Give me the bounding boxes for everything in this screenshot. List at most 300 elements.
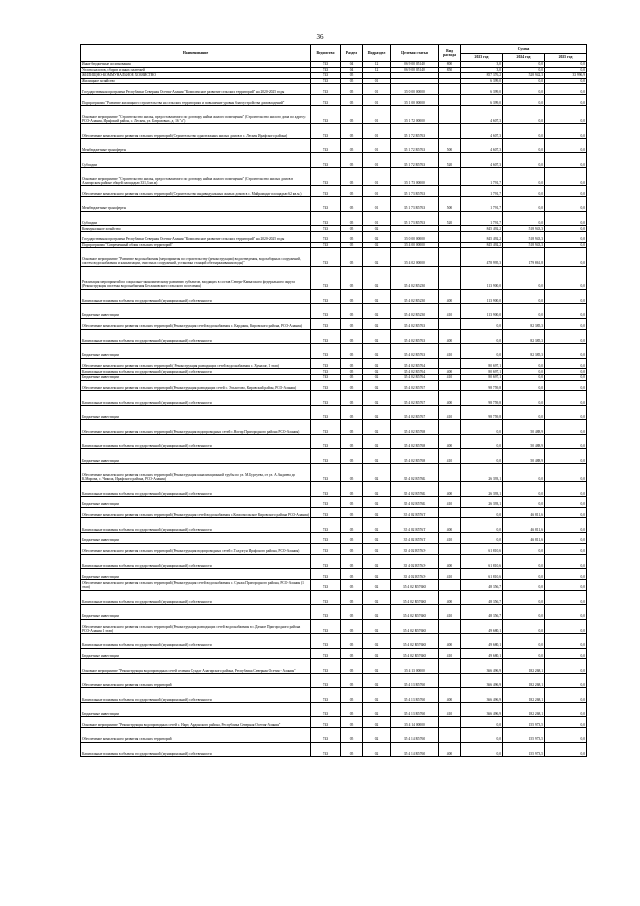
row-expense-type: 410 xyxy=(439,449,461,464)
row-razdel: 05 xyxy=(341,543,363,554)
row-sum-2023: 6 399,0 xyxy=(461,84,503,95)
row-name: Обеспечение комплексного развития сельских территорий ( Реконструкция разводящих сетей водоснабжения с. Хумалаг, 1 этап) xyxy=(81,358,311,369)
row-vedomstvo: 743 xyxy=(311,518,341,533)
row-sum-2024: 0,0 xyxy=(503,463,545,482)
table-row xyxy=(81,211,587,226)
row-razdel: 05 xyxy=(341,186,363,197)
header-podrazdel: Подраздел xyxy=(363,45,391,62)
row-sum-2024: 0,0 xyxy=(503,569,545,580)
row-sum-2024: 155 973,5 xyxy=(503,717,545,728)
row-razdel: 05 xyxy=(341,507,363,518)
row-name: Капитальные вложения в объекты государственной (муниципальной) собственности xyxy=(81,329,311,344)
row-podrazdel: 02 xyxy=(363,248,391,267)
row-vedomstvo: 743 xyxy=(311,543,341,554)
row-podrazdel: 12 xyxy=(363,62,391,68)
row-vedomstvo: 743 xyxy=(311,554,341,569)
row-sum-2024: 0,0 xyxy=(503,380,545,391)
row-podrazdel: 01 xyxy=(363,95,391,106)
row-expense-type: 400 xyxy=(439,554,461,569)
row-target-article: 35 4 02 R5764 xyxy=(391,358,439,369)
row-expense-type: 800 xyxy=(439,62,461,68)
row-vedomstvo: 743 xyxy=(311,329,341,344)
row-podrazdel: 02 xyxy=(363,605,391,620)
row-expense-type xyxy=(439,105,461,124)
row-name: Иные бюджетные ассигнования xyxy=(81,62,311,68)
row-vedomstvo: 743 xyxy=(311,266,341,289)
row-expense-type xyxy=(439,380,461,391)
row-podrazdel: 01 xyxy=(363,153,391,168)
row-razdel: 05 xyxy=(341,532,363,543)
row-sum-2025: 0,0 xyxy=(545,231,587,242)
row-expense-type xyxy=(439,728,461,743)
row-name: Обеспечение комплексного развития сельских территорий (Реконструкция сетей водоснабжения с.Комсомольское Кировского района РСО-Алания) xyxy=(81,507,311,518)
row-target-article: 35 1 72 R5763 xyxy=(391,138,439,153)
row-razdel: 05 xyxy=(341,420,363,435)
row-vedomstvo: 743 xyxy=(311,231,341,242)
row-vedomstvo: 743 xyxy=(311,463,341,482)
row-razdel: 05 xyxy=(341,153,363,168)
row-name: Обеспечение комплексного развития сельских территорий (Реконструкция разводящих сетей водоснабжения в с.Дачное Пригородного района РСО-Алания 1 этап) xyxy=(81,619,311,634)
row-sum-2025: 0,0 xyxy=(545,84,587,95)
row-target-article: 06 9 00 05140 xyxy=(391,67,439,73)
row-target-article: 35 1 72 00000 xyxy=(391,105,439,124)
row-razdel: 05 xyxy=(341,344,363,359)
table-row xyxy=(81,289,587,304)
table-row xyxy=(81,405,587,420)
row-expense-type xyxy=(439,659,461,674)
row-razdel: 05 xyxy=(341,673,363,688)
row-target-article: 35 1 72 R5763 xyxy=(391,124,439,139)
row-target-article: 35 4 13 R5760 xyxy=(391,673,439,688)
row-name: Обеспечение комплексного развития сельских территорий (Реконструкция сетей водоснабжения с. Карджин, Кировского района, РСО-Алания) xyxy=(81,318,311,329)
row-sum-2023: 49 680,1 xyxy=(461,648,503,659)
row-podrazdel: 02 xyxy=(363,344,391,359)
row-sum-2023: 0,0 xyxy=(461,318,503,329)
row-vedomstvo: 743 xyxy=(311,590,341,605)
row-target-article: 35 4 02 R5764 xyxy=(391,369,439,375)
row-podrazdel: 02 xyxy=(363,717,391,728)
row-sum-2023: 1 791,7 xyxy=(461,186,503,197)
row-target-article: 35 4 02 00000 xyxy=(391,248,439,267)
row-sum-2025: 0,0 xyxy=(545,67,587,73)
row-sum-2023: 113 900,0 xyxy=(461,266,503,289)
row-sum-2024: 0,0 xyxy=(503,105,545,124)
row-name: Бюджетные инвестиции xyxy=(81,374,311,380)
row-name: Капитальные вложения в объекты государственной (муниципальной) собственности xyxy=(81,518,311,533)
row-vedomstvo: 743 xyxy=(311,482,341,497)
row-sum-2023: 845 492,2 xyxy=(461,242,503,248)
row-sum-2023: 4 607,3 xyxy=(461,153,503,168)
row-sum-2025: 0,0 xyxy=(545,211,587,226)
row-target-article: 35 4 02 R5767 xyxy=(391,405,439,420)
row-sum-2025: 0,0 xyxy=(545,543,587,554)
row-sum-2025: 0,0 xyxy=(545,659,587,674)
row-podrazdel: 02 xyxy=(363,579,391,590)
table-row xyxy=(81,197,587,212)
table-row xyxy=(81,648,587,659)
row-target-article: 35 4 02 R576Т xyxy=(391,507,439,518)
row-vedomstvo: 743 xyxy=(311,532,341,543)
row-name: Обеспечение комплексного развития сельских территорий (Реконструкция сетей водоснабжения с. Сунжа Пригородного района, РСО-Алания (1 этап) xyxy=(81,579,311,590)
row-sum-2024: 518 943,3 xyxy=(503,226,545,232)
table-row xyxy=(81,304,587,319)
row-podrazdel: 02 xyxy=(363,728,391,743)
row-vedomstvo: 743 xyxy=(311,78,341,84)
row-sum-2023: 366 496,9 xyxy=(461,702,503,717)
row-name: Капитальные вложения в объекты государственной (муниципальной) собственности xyxy=(81,688,311,703)
row-razdel: 05 xyxy=(341,226,363,232)
row-podrazdel: 02 xyxy=(363,518,391,533)
table-row xyxy=(81,496,587,507)
row-target-article: 35 4 14 00000 xyxy=(391,717,439,728)
row-sum-2023: 49 680,1 xyxy=(461,619,503,634)
row-podrazdel: 02 xyxy=(363,329,391,344)
row-name: Подпрограмма "Развитие жилищного строительства на сельских территориях и повышение уровня благоустройства домовладений" xyxy=(81,95,311,106)
row-target-article: 35 4 02 R5763 xyxy=(391,344,439,359)
row-podrazdel: 02 xyxy=(363,304,391,319)
budget-table xyxy=(80,44,587,757)
row-vedomstvo: 743 xyxy=(311,67,341,73)
row-razdel: 05 xyxy=(341,358,363,369)
row-expense-type xyxy=(439,579,461,590)
row-name: Бюджетные инвестиции xyxy=(81,405,311,420)
row-razdel: 05 xyxy=(341,648,363,659)
row-sum-2025: 0,0 xyxy=(545,105,587,124)
row-sum-2025: 0,0 xyxy=(545,248,587,267)
row-name: Капитальные вложения в объекты государственной (муниципальной) собственности xyxy=(81,369,311,375)
row-name: Бюджетные инвестиции xyxy=(81,532,311,543)
row-name: Обеспечение комплексного развития сельских территорий xyxy=(81,673,311,688)
row-sum-2025: 0,0 xyxy=(545,124,587,139)
row-vedomstvo: 743 xyxy=(311,242,341,248)
row-expense-type: 410 xyxy=(439,496,461,507)
table-row xyxy=(81,702,587,717)
row-podrazdel: 02 xyxy=(363,289,391,304)
table-row xyxy=(81,124,587,139)
row-razdel: 05 xyxy=(341,124,363,139)
row-target-article: 35 4 02 R5764 xyxy=(391,374,439,380)
row-sum-2025: 0,0 xyxy=(545,634,587,649)
row-sum-2025: 0,0 xyxy=(545,197,587,212)
row-razdel: 05 xyxy=(341,463,363,482)
row-razdel: 05 xyxy=(341,634,363,649)
row-sum-2023: 3,0 xyxy=(461,62,503,68)
row-vedomstvo: 743 xyxy=(311,304,341,319)
row-target-article: 35 4 02 R5763 xyxy=(391,318,439,329)
row-name: Капитальные вложения в объекты государственной (муниципальной) собственности xyxy=(81,391,311,406)
row-sum-2024: 155 973,5 xyxy=(503,728,545,743)
row-name: Капитальные вложения в объекты государственной (муниципальной) собственности xyxy=(81,634,311,649)
row-sum-2024: 0,0 xyxy=(503,304,545,319)
row-sum-2025: 0,0 xyxy=(545,619,587,634)
row-razdel: 05 xyxy=(341,742,363,757)
row-sum-2023: 478 995,3 xyxy=(461,248,503,267)
table-row xyxy=(81,507,587,518)
row-name: Капитальные вложения в объекты государственной (муниципальной) собственности xyxy=(81,434,311,449)
row-razdel: 05 xyxy=(341,242,363,248)
row-sum-2023: 1 791,7 xyxy=(461,197,503,212)
row-expense-type: 410 xyxy=(439,648,461,659)
row-podrazdel: 12 xyxy=(363,67,391,73)
row-vedomstvo: 743 xyxy=(311,197,341,212)
row-expense-type: 410 xyxy=(439,532,461,543)
row-sum-2024: 50 488,9 xyxy=(503,449,545,464)
table-row xyxy=(81,138,587,153)
row-podrazdel: 02 xyxy=(363,434,391,449)
row-target-article: 35 4 13 R5760 xyxy=(391,702,439,717)
row-sum-2025: 0,0 xyxy=(545,507,587,518)
row-name: Бюджетные инвестиции xyxy=(81,702,311,717)
row-sum-2025: 0,0 xyxy=(545,702,587,717)
row-sum-2024: 0,0 xyxy=(503,369,545,375)
row-podrazdel: 02 xyxy=(363,543,391,554)
row-razdel: 05 xyxy=(341,518,363,533)
row-vedomstvo: 743 xyxy=(311,153,341,168)
row-sum-2025: 0,0 xyxy=(545,226,587,232)
row-name: Бюджетные инвестиции xyxy=(81,648,311,659)
row-sum-2023: 49 680,1 xyxy=(461,634,503,649)
row-sum-2023: 26 393,1 xyxy=(461,463,503,482)
row-vedomstvo: 743 xyxy=(311,391,341,406)
row-name: Основное мероприятие "Строительство жилья, предоставляемого по договору найма жилого помещения" (Строительство жилого дома по адресу: РСО-Алания, Ирафский район, с. Лескен, ул. Батразовых, д. 16 "а") xyxy=(81,105,311,124)
row-vedomstvo: 743 xyxy=(311,673,341,688)
row-sum-2025: 0,0 xyxy=(545,496,587,507)
table-row xyxy=(81,318,587,329)
row-name: Капитальные вложения в объекты государственной (муниципальной) собственности xyxy=(81,289,311,304)
table-row xyxy=(81,569,587,580)
row-vedomstvo: 743 xyxy=(311,507,341,518)
row-sum-2024: 182 268,1 xyxy=(503,702,545,717)
row-podrazdel: 01 xyxy=(363,138,391,153)
row-podrazdel: 02 xyxy=(363,659,391,674)
row-sum-2024: 182 268,1 xyxy=(503,673,545,688)
row-vedomstvo: 743 xyxy=(311,124,341,139)
row-razdel: 05 xyxy=(341,619,363,634)
row-name: Уплата налогов, сборов и иных платежей xyxy=(81,67,311,73)
row-name: Субсидии xyxy=(81,211,311,226)
row-podrazdel: 01 xyxy=(363,186,391,197)
row-name: Обеспечение комплексного развития сельских территорий (Строительство одноэтажных жилых домов в с. Лескен Ирафского района) xyxy=(81,124,311,139)
table-row xyxy=(81,391,587,406)
row-razdel: 05 xyxy=(341,138,363,153)
row-podrazdel: 02 xyxy=(363,532,391,543)
row-sum-2023: 0,0 xyxy=(461,518,503,533)
row-razdel: 05 xyxy=(341,266,363,289)
table-row xyxy=(81,380,587,391)
row-podrazdel: 02 xyxy=(363,358,391,369)
row-sum-2024: 518 943,3 xyxy=(503,242,545,248)
row-razdel: 05 xyxy=(341,434,363,449)
row-expense-type: 400 xyxy=(439,590,461,605)
row-razdel: 05 xyxy=(341,248,363,267)
row-sum-2025: 0,0 xyxy=(545,374,587,380)
row-vedomstvo: 743 xyxy=(311,619,341,634)
table-row xyxy=(81,186,587,197)
row-name: Обеспечение комплексного развития сельских территорий (Реконструкция водопроводных сетей с.Ногир Пригородного района РСО-Алания) xyxy=(81,420,311,435)
row-sum-2023: 0,0 xyxy=(461,532,503,543)
row-razdel: 05 xyxy=(341,659,363,674)
table-row xyxy=(81,358,587,369)
row-target-article: 35 1 73 R5763 xyxy=(391,211,439,226)
row-expense-type: 520 xyxy=(439,153,461,168)
row-vedomstvo: 743 xyxy=(311,374,341,380)
row-sum-2024: 50 488,9 xyxy=(503,434,545,449)
row-podrazdel: 02 xyxy=(363,634,391,649)
row-name: Обеспечение комплексного развития сельских территорий (Строительство индивидуальных жилых домов в с. Майрамадаг площадью 62 кв.м.) xyxy=(81,186,311,197)
row-razdel: 05 xyxy=(341,717,363,728)
row-sum-2025: 0,0 xyxy=(545,304,587,319)
row-vedomstvo: 743 xyxy=(311,405,341,420)
row-sum-2023: 3,0 xyxy=(461,67,503,73)
row-podrazdel: 02 xyxy=(363,702,391,717)
row-sum-2023: 113 900,0 xyxy=(461,289,503,304)
row-podrazdel: 02 xyxy=(363,405,391,420)
row-target-article: 35 0 00 00000 xyxy=(391,84,439,95)
row-podrazdel: 02 xyxy=(363,449,391,464)
row-expense-type xyxy=(439,231,461,242)
row-sum-2023: 80 697,1 xyxy=(461,374,503,380)
row-sum-2023: 4 607,3 xyxy=(461,105,503,124)
row-expense-type: 400 xyxy=(439,289,461,304)
table-row xyxy=(81,634,587,649)
table-row xyxy=(81,329,587,344)
row-target-article: 35 4 02 R5763 xyxy=(391,329,439,344)
row-sum-2024: 46 811,6 xyxy=(503,532,545,543)
row-podrazdel: 02 xyxy=(363,231,391,242)
table-row xyxy=(81,153,587,168)
row-expense-type xyxy=(439,266,461,289)
row-vedomstvo: 743 xyxy=(311,211,341,226)
row-expense-type: 400 xyxy=(439,329,461,344)
row-podrazdel: 02 xyxy=(363,242,391,248)
row-sum-2023: 0,0 xyxy=(461,329,503,344)
row-target-article: 35 4 02 R576Б xyxy=(391,496,439,507)
row-expense-type xyxy=(439,95,461,106)
row-sum-2023: 0,0 xyxy=(461,507,503,518)
table-row xyxy=(81,231,587,242)
row-vedomstvo: 743 xyxy=(311,496,341,507)
row-vedomstvo: 743 xyxy=(311,717,341,728)
row-sum-2023: 98 759,8 xyxy=(461,380,503,391)
row-razdel: 05 xyxy=(341,496,363,507)
row-vedomstvo: 743 xyxy=(311,742,341,757)
row-vedomstvo: 743 xyxy=(311,62,341,68)
row-target-article: 35 4 02 R576Б xyxy=(391,463,439,482)
row-sum-2025: 0,0 xyxy=(545,242,587,248)
row-sum-2024: 0,0 xyxy=(503,124,545,139)
row-podrazdel: 02 xyxy=(363,554,391,569)
row-expense-type xyxy=(439,124,461,139)
row-razdel: 05 xyxy=(341,579,363,590)
row-sum-2024: 0,0 xyxy=(503,605,545,620)
row-expense-type: 410 xyxy=(439,374,461,380)
table-row xyxy=(81,579,587,590)
row-sum-2025: 0,0 xyxy=(545,391,587,406)
row-expense-type: 500 xyxy=(439,197,461,212)
row-razdel: 05 xyxy=(341,590,363,605)
row-razdel: 05 xyxy=(341,73,363,79)
row-expense-type: 400 xyxy=(439,482,461,497)
row-sum-2023: 6 399,0 xyxy=(461,78,503,84)
row-name: ЖИЛИЩНО-КОММУНАЛЬНОЕ ХОЗЯЙСТВО xyxy=(81,73,311,79)
row-sum-2024: 182 268,1 xyxy=(503,688,545,703)
table-row xyxy=(81,619,587,634)
row-name: Государственная программа Республики Северная Осетия-Алания "Комплексное развитие сельских территорий" на 2020-2025 годы xyxy=(81,231,311,242)
row-target-article: 35 4 02 R5768 xyxy=(391,449,439,464)
row-vedomstvo: 743 xyxy=(311,380,341,391)
row-sum-2025: 33 996,9 xyxy=(545,73,587,79)
row-sum-2024: 0,0 xyxy=(503,84,545,95)
row-podrazdel: 01 xyxy=(363,84,391,95)
row-target-article: 35 4 02 R576Ю xyxy=(391,590,439,605)
row-sum-2025: 0,0 xyxy=(545,62,587,68)
row-sum-2023: 61 810,6 xyxy=(461,554,503,569)
row-name: Субсидии xyxy=(81,153,311,168)
row-name: Капитальные вложения в объекты государственной (муниципальной) собственности xyxy=(81,554,311,569)
row-sum-2023: 98 759,8 xyxy=(461,391,503,406)
row-razdel: 05 xyxy=(341,405,363,420)
row-name: Коммунальное хозяйство xyxy=(81,226,311,232)
row-name: Жилищное хозяйство xyxy=(81,78,311,84)
table-row xyxy=(81,659,587,674)
row-razdel: 05 xyxy=(341,702,363,717)
header-year-2025: 2025 год xyxy=(545,54,587,62)
row-podrazdel: 02 xyxy=(363,673,391,688)
row-sum-2023: 61 810,6 xyxy=(461,543,503,554)
row-razdel: 05 xyxy=(341,369,363,375)
row-razdel: 04 xyxy=(341,62,363,68)
row-name: Бюджетные инвестиции xyxy=(81,449,311,464)
row-sum-2025: 0,0 xyxy=(545,688,587,703)
row-sum-2025: 0,0 xyxy=(545,167,587,186)
row-sum-2023: 0,0 xyxy=(461,717,503,728)
row-sum-2025: 0,0 xyxy=(545,554,587,569)
row-podrazdel: 01 xyxy=(363,197,391,212)
table-row xyxy=(81,167,587,186)
row-razdel: 05 xyxy=(341,318,363,329)
row-sum-2023: 0,0 xyxy=(461,434,503,449)
row-sum-2025: 0,0 xyxy=(545,153,587,168)
row-sum-2024: 50 488,9 xyxy=(503,420,545,435)
row-sum-2024: 0,0 xyxy=(503,167,545,186)
table-row xyxy=(81,590,587,605)
row-name: Бюджетные инвестиции xyxy=(81,496,311,507)
row-sum-2024: 0,0 xyxy=(503,391,545,406)
row-razdel: 05 xyxy=(341,374,363,380)
row-sum-2025: 0,0 xyxy=(545,728,587,743)
row-expense-type xyxy=(439,717,461,728)
row-sum-2024: 179 861,8 xyxy=(503,248,545,267)
row-vedomstvo: 743 xyxy=(311,659,341,674)
row-sum-2025: 0,0 xyxy=(545,358,587,369)
row-sum-2024: 528 942,3 xyxy=(503,73,545,79)
row-podrazdel: 02 xyxy=(363,507,391,518)
row-razdel: 05 xyxy=(341,380,363,391)
row-vedomstvo: 743 xyxy=(311,702,341,717)
row-expense-type xyxy=(439,619,461,634)
row-expense-type xyxy=(439,186,461,197)
row-expense-type: 850 xyxy=(439,67,461,73)
row-podrazdel: 02 xyxy=(363,590,391,605)
row-vedomstvo: 743 xyxy=(311,105,341,124)
row-vedomstvo: 743 xyxy=(311,186,341,197)
header-vedomstvo: Ведомство xyxy=(311,45,341,62)
header-year-2024: 2024 год xyxy=(503,54,545,62)
row-sum-2024: 82 385,3 xyxy=(503,344,545,359)
row-sum-2023: 80 697,1 xyxy=(461,369,503,375)
row-sum-2023: 0,0 xyxy=(461,728,503,743)
row-vedomstvo: 743 xyxy=(311,318,341,329)
